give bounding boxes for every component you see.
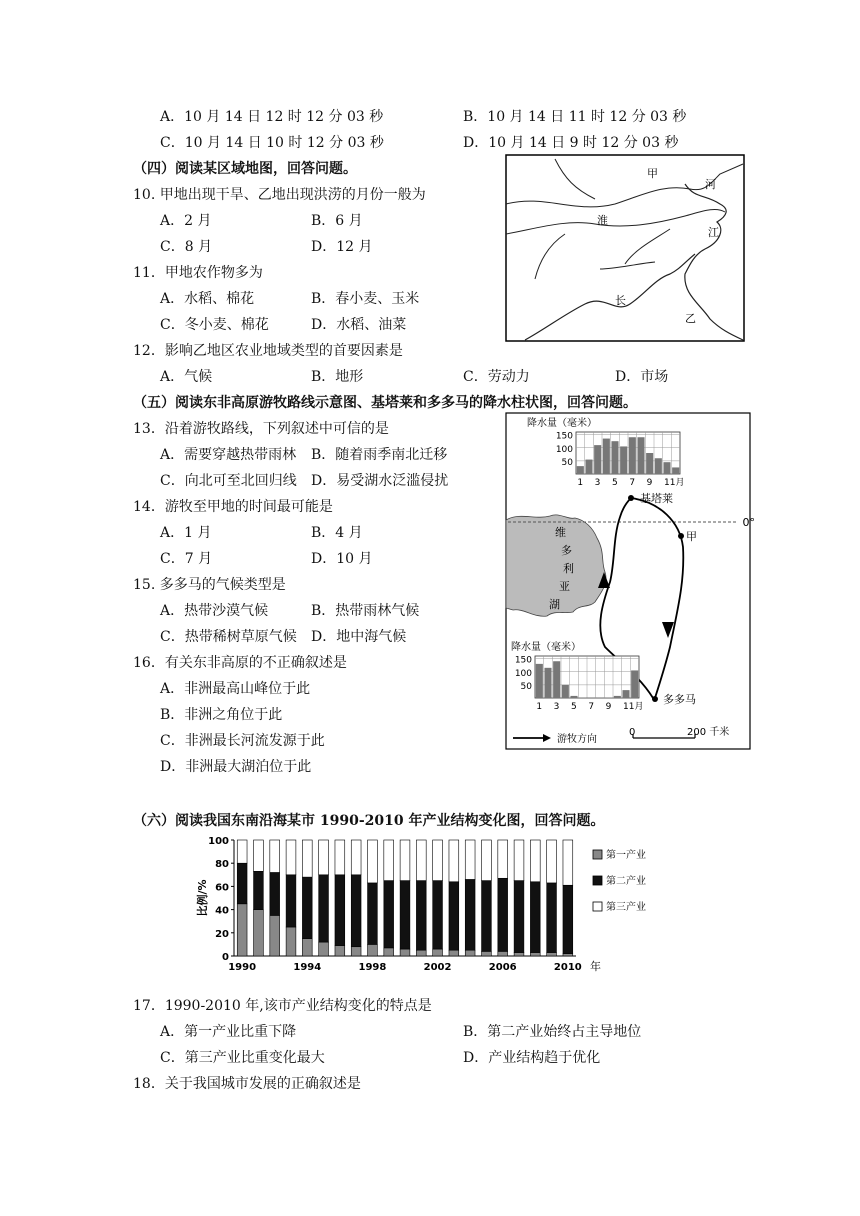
bar-segment-series-1 bbox=[335, 946, 345, 956]
bar-segment-series-2 bbox=[547, 883, 557, 953]
q15-option-b: B．热带雨林气候 bbox=[311, 603, 420, 619]
bar-segment-series-1 bbox=[254, 910, 264, 956]
bar-segment-series-1 bbox=[482, 951, 492, 956]
bar-segment-series-3 bbox=[351, 840, 361, 875]
bar-segment-series-2 bbox=[530, 882, 540, 953]
dodoma-rain-bar bbox=[553, 661, 560, 698]
bar-segment-series-2 bbox=[514, 881, 524, 953]
bar-segment-series-1 bbox=[384, 948, 394, 956]
q10-option-c: C．8 月 bbox=[160, 239, 213, 255]
q11-option-b: B．春小麦、玉米 bbox=[311, 291, 420, 307]
bar-segment-series-3 bbox=[416, 840, 426, 881]
q16-option-d: D．非洲最大湖泊位于此 bbox=[160, 759, 312, 775]
bar-segment-series-2 bbox=[498, 878, 508, 951]
x-axis-label: 年 bbox=[590, 960, 601, 973]
kitale-x-tick: 1 bbox=[577, 478, 584, 488]
kitale-y-tick: 50 bbox=[561, 457, 573, 468]
bar-segment-series-2 bbox=[286, 875, 296, 927]
x-tick-label: 2010 bbox=[553, 962, 582, 973]
region-map bbox=[505, 154, 745, 342]
q16-option-c: C．非洲最长河流发源于此 bbox=[160, 733, 325, 749]
kitale-rain-bar bbox=[637, 437, 644, 474]
q13-option-a: A．需要穿越热带雨林 bbox=[160, 447, 297, 463]
bar-segment-series-2 bbox=[465, 879, 475, 950]
legend-entry: 第三产业 bbox=[606, 902, 646, 913]
bar-segment-series-3 bbox=[319, 840, 329, 875]
q12-option-d: D．市场 bbox=[615, 369, 669, 385]
bar-segment-series-3 bbox=[563, 840, 573, 885]
bar-segment-series-1 bbox=[237, 904, 247, 956]
bar-segment-series-1 bbox=[270, 915, 280, 956]
q9-option-d: D．10 月 14 日 9 时 12 分 03 秒 bbox=[463, 135, 679, 151]
q11-option-c: C．冬小麦、棉花 bbox=[160, 317, 269, 333]
legend-swatch bbox=[593, 876, 602, 885]
kitale-x-tick: 3 bbox=[594, 478, 601, 488]
q12-option-c: C．劳动力 bbox=[463, 369, 530, 385]
kitale-dot bbox=[628, 495, 634, 501]
dodoma-x-tick: 7 bbox=[588, 702, 595, 712]
bar-segment-series-3 bbox=[286, 840, 296, 875]
q14-stem: 14．游牧至甲地的时间最可能是 bbox=[133, 499, 333, 515]
kitale-rain-bar bbox=[577, 466, 584, 474]
dodoma-x-tick: 11月 bbox=[623, 702, 644, 712]
bar-segment-series-3 bbox=[498, 840, 508, 878]
q13-stem: 13．沿着游牧路线，下列叙述中可信的是 bbox=[133, 421, 389, 437]
q11-stem: 11．甲地农作物多为 bbox=[133, 265, 263, 281]
x-tick-label: 1998 bbox=[358, 962, 387, 973]
map-label-he: 河 bbox=[705, 178, 716, 191]
q10-option-d: D．12 月 bbox=[311, 239, 373, 255]
precip-label-bottom: 降水量（毫米） bbox=[511, 642, 581, 653]
dodoma-rain-bar bbox=[614, 696, 621, 698]
bar-segment-series-2 bbox=[270, 872, 280, 915]
dodoma-rain-bar bbox=[631, 670, 638, 698]
bar-segment-series-2 bbox=[351, 875, 361, 947]
equator-label: 0° bbox=[742, 516, 755, 529]
bar-segment-series-1 bbox=[368, 944, 378, 956]
bar-segment-series-3 bbox=[449, 840, 459, 882]
dodoma-rain-bar bbox=[544, 668, 551, 698]
bar-segment-series-1 bbox=[449, 950, 459, 956]
q9-option-c: C．10 月 14 日 10 时 12 分 03 秒 bbox=[160, 135, 384, 151]
bar-segment-series-2 bbox=[400, 881, 410, 949]
bar-segment-series-3 bbox=[368, 840, 378, 883]
legend-swatch bbox=[593, 850, 602, 859]
scale-label-right: 200 千米 bbox=[687, 727, 730, 738]
legend-swatch bbox=[593, 902, 602, 911]
bar-segment-series-1 bbox=[465, 950, 475, 956]
map-label-jiang: 江 bbox=[708, 226, 719, 239]
dodoma-rain-bar bbox=[605, 697, 612, 698]
kitale-rain-bar bbox=[663, 462, 670, 474]
dodoma-y-tick: 100 bbox=[514, 668, 532, 679]
kitale-rain-bar bbox=[629, 437, 636, 474]
y-tick-label: 100 bbox=[208, 836, 229, 847]
kitale-y-tick: 150 bbox=[555, 431, 573, 442]
dodoma-rain-bar bbox=[536, 664, 543, 698]
lake-label-char: 利 bbox=[563, 562, 574, 575]
legend-entry: 第一产业 bbox=[606, 850, 646, 861]
y-tick-label: 80 bbox=[215, 859, 229, 871]
q17-option-c: C．第三产业比重变化最大 bbox=[160, 1050, 325, 1066]
q17-option-d: D．产业结构趋于优化 bbox=[463, 1050, 601, 1066]
bar-segment-series-3 bbox=[465, 840, 475, 879]
q12-option-b: B．地形 bbox=[311, 369, 364, 385]
section5-heading: （五）阅读东非高原游牧路线示意图、基塔莱和多多马的降水柱状图，回答问题。 bbox=[133, 395, 637, 411]
bar-segment-series-3 bbox=[400, 840, 410, 881]
dodoma-rain-bar bbox=[622, 690, 629, 698]
kitale-label: 基塔莱 bbox=[640, 492, 673, 505]
kitale-rain-bar bbox=[672, 467, 679, 474]
bar-segment-series-1 bbox=[400, 949, 410, 956]
q16-stem: 16．有关东非高原的不正确叙述是 bbox=[133, 655, 347, 671]
q16-option-a: A．非洲最高山峰位于此 bbox=[160, 681, 311, 697]
q13-option-c: C．向北可至北回归线 bbox=[160, 473, 297, 489]
q14-option-b: B．4 月 bbox=[311, 525, 363, 541]
bar-segment-series-1 bbox=[563, 954, 573, 956]
map-label-yi: 乙 bbox=[685, 312, 696, 325]
q9-option-a: A．10 月 14 日 12 时 12 分 03 秒 bbox=[160, 109, 384, 125]
q14-option-d: D．10 月 bbox=[311, 551, 373, 567]
q12-stem: 12．影响乙地区农业地域类型的首要因素是 bbox=[133, 343, 403, 359]
lake-label-char: 维 bbox=[555, 526, 566, 539]
bar-segment-series-3 bbox=[514, 840, 524, 881]
q11-option-d: D．水稻、油菜 bbox=[311, 317, 407, 333]
q9-option-b: B．10 月 14 日 11 时 12 分 03 秒 bbox=[463, 109, 687, 125]
bar-segment-series-3 bbox=[237, 840, 247, 863]
q17-option-a: A．第一产业比重下降 bbox=[160, 1024, 297, 1040]
precip-label-top: 降水量（毫米） bbox=[527, 418, 597, 429]
bar-segment-series-3 bbox=[335, 840, 345, 875]
dodoma-dot bbox=[652, 696, 658, 702]
dodoma-x-tick: 1 bbox=[536, 702, 543, 712]
q10-option-a: A．2 月 bbox=[160, 213, 212, 229]
y-tick-label: 0 bbox=[222, 952, 229, 963]
q16-option-b: B．非洲之角位于此 bbox=[160, 707, 283, 723]
dodoma-label: 多多马 bbox=[663, 693, 696, 706]
legend-entry: 第二产业 bbox=[606, 876, 646, 887]
kitale-x-tick: 5 bbox=[612, 478, 618, 488]
bar-segment-series-2 bbox=[384, 881, 394, 948]
bar-segment-series-2 bbox=[302, 877, 312, 938]
q13-option-d: D．易受湖水泛滥侵扰 bbox=[311, 473, 449, 489]
bar-segment-series-2 bbox=[416, 881, 426, 951]
kitale-x-tick: 9 bbox=[646, 478, 653, 488]
legend-label: 游牧方向 bbox=[557, 734, 597, 745]
q17-option-b: B．第二产业始终占主导地位 bbox=[463, 1024, 642, 1040]
bar-segment-series-2 bbox=[368, 883, 378, 944]
jia-dot bbox=[678, 533, 684, 539]
kitale-rain-bar bbox=[646, 453, 653, 474]
bar-segment-series-3 bbox=[270, 840, 280, 872]
dodoma-y-tick: 150 bbox=[514, 655, 532, 666]
bar-segment-series-3 bbox=[482, 840, 492, 881]
section6-heading: （六）阅读我国东南沿海某市 1990-2010 年产业结构变化图，回答问题。 bbox=[133, 813, 605, 829]
bar-segment-series-1 bbox=[319, 942, 329, 956]
bar-segment-series-2 bbox=[563, 885, 573, 953]
q13-option-b: B．随着雨季南北迁移 bbox=[311, 447, 448, 463]
q10-stem: 10. 甲地出现干旱、乙地出现洪涝的月份一般为 bbox=[133, 187, 426, 203]
dodoma-x-tick: 3 bbox=[553, 702, 560, 712]
bar-segment-series-3 bbox=[433, 840, 443, 881]
bar-segment-series-1 bbox=[302, 939, 312, 956]
bar-segment-series-1 bbox=[351, 947, 361, 956]
lake-label-char: 多 bbox=[561, 544, 572, 557]
bar-segment-series-1 bbox=[530, 953, 540, 956]
bar-segment-series-3 bbox=[302, 840, 312, 877]
bar-segment-series-2 bbox=[237, 863, 247, 904]
bar-segment-series-1 bbox=[286, 927, 296, 956]
q12-option-a: A．气候 bbox=[160, 369, 213, 385]
bar-segment-series-1 bbox=[498, 951, 508, 956]
y-tick-label: 40 bbox=[215, 905, 229, 917]
q11-option-a: A．水稻、棉花 bbox=[160, 291, 255, 307]
dodoma-rain-bar bbox=[570, 696, 577, 698]
jia-label: 甲 bbox=[686, 530, 697, 543]
kitale-x-tick: 7 bbox=[629, 478, 636, 488]
dodoma-rain-bar bbox=[579, 697, 586, 698]
dodoma-rain-bar bbox=[562, 685, 569, 698]
lake-label-char: 亚 bbox=[559, 580, 570, 593]
q17-stem: 17．1990-2010 年,该市产业结构变化的特点是 bbox=[133, 998, 432, 1014]
kitale-rain-bar bbox=[585, 460, 592, 474]
kitale-rain-bar bbox=[620, 446, 627, 474]
q14-option-c: C．7 月 bbox=[160, 551, 213, 567]
x-tick-label: 2006 bbox=[488, 962, 517, 973]
kitale-x-tick: 11月 bbox=[664, 478, 685, 488]
bar-segment-series-3 bbox=[530, 840, 540, 882]
kitale-y-tick: 100 bbox=[555, 444, 573, 455]
bar-segment-series-1 bbox=[433, 949, 443, 956]
bar-segment-series-3 bbox=[547, 840, 557, 883]
bar-segment-series-2 bbox=[319, 875, 329, 942]
bar-segment-series-2 bbox=[254, 871, 264, 909]
bar-segment-series-2 bbox=[335, 875, 345, 946]
bar-segment-series-3 bbox=[254, 840, 264, 871]
bar-segment-series-2 bbox=[482, 881, 492, 952]
industry-structure-chart bbox=[188, 832, 648, 982]
bar-segment-series-1 bbox=[416, 950, 426, 956]
dodoma-y-tick: 50 bbox=[520, 681, 532, 692]
kitale-rain-bar bbox=[655, 458, 662, 474]
east-africa-map bbox=[505, 412, 755, 750]
bar-segment-series-1 bbox=[514, 953, 524, 956]
q18-stem: 18．关于我国城市发展的正确叙述是 bbox=[133, 1076, 361, 1092]
bar-segment-series-3 bbox=[384, 840, 394, 881]
x-tick-label: 1994 bbox=[293, 962, 322, 973]
y-tick-label: 20 bbox=[215, 928, 229, 940]
lake-label-char: 湖 bbox=[549, 598, 560, 611]
q15-option-c: C．热带稀树草原气候 bbox=[160, 629, 297, 645]
section4-heading: （四）阅读某区域地图，回答问题。 bbox=[133, 161, 357, 177]
scale-label-left: 0 bbox=[629, 727, 636, 738]
kitale-rain-bar bbox=[611, 441, 618, 474]
dodoma-x-tick: 9 bbox=[605, 702, 612, 712]
kitale-rain-bar bbox=[594, 445, 601, 474]
q14-option-a: A．1 月 bbox=[160, 525, 212, 541]
x-tick-label: 1990 bbox=[228, 962, 257, 973]
map-label-jia: 甲 bbox=[647, 167, 658, 180]
y-axis-label: 比例/% bbox=[196, 879, 209, 917]
bar-segment-series-2 bbox=[433, 881, 443, 949]
q15-stem: 15. 多多马的气候类型是 bbox=[133, 577, 286, 593]
y-tick-label: 60 bbox=[215, 882, 229, 894]
bar-segment-series-1 bbox=[547, 953, 557, 956]
q15-option-a: A．热带沙漠气候 bbox=[160, 603, 269, 619]
bar-segment-series-2 bbox=[449, 882, 459, 950]
map-label-huai: 淮 bbox=[597, 214, 608, 227]
x-tick-label: 2002 bbox=[423, 962, 452, 973]
q15-option-d: D．地中海气候 bbox=[311, 629, 407, 645]
dodoma-x-tick: 5 bbox=[571, 702, 577, 712]
kitale-rain-bar bbox=[603, 439, 610, 474]
q10-option-b: B．6 月 bbox=[311, 213, 363, 229]
map-label-chang: 长 bbox=[615, 294, 626, 307]
